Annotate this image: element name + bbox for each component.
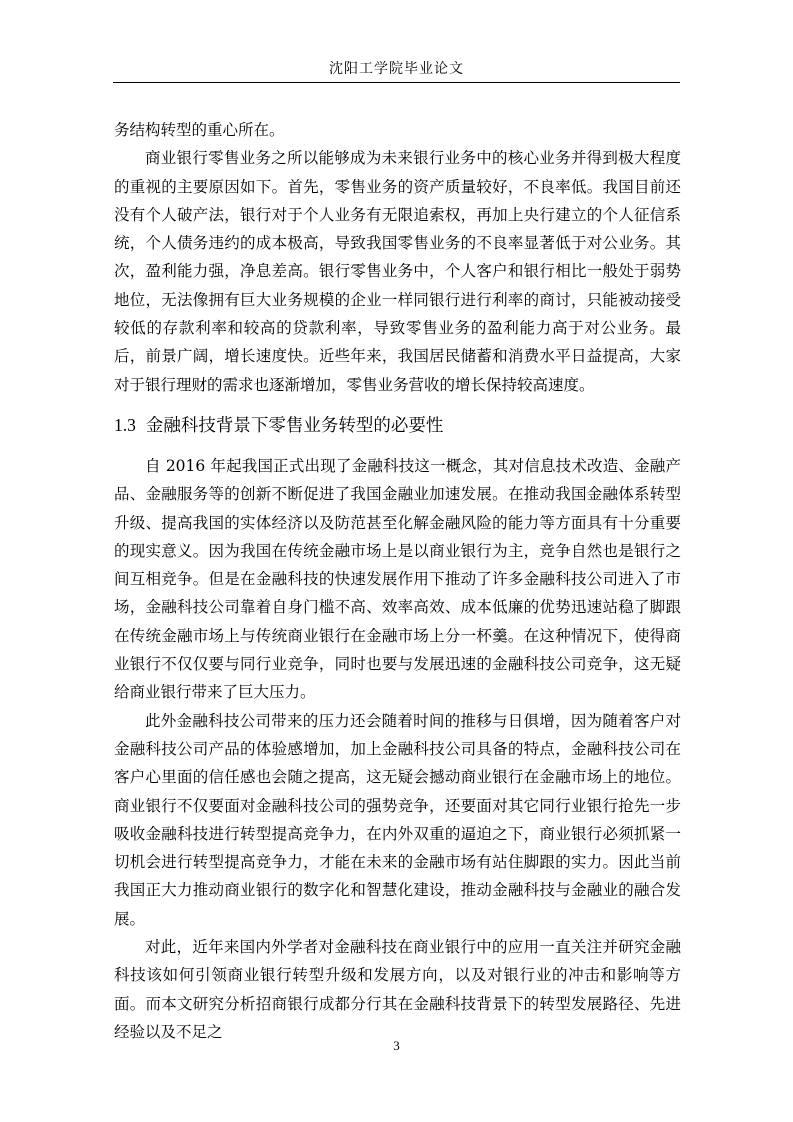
paragraph-fintech-pressure: 此外金融科技公司带来的压力还会随着时间的推移与日俱增，因为随着客户对金融科技公司产品的体验感增加，加上金融科技公司具备的特点，金融科技公司在客户心里面的信任感也会随之提高，这无疑会撼动商业银行在金融市场上的地位。商业银行不仅要面对金融科技公司的强势竞争，还要面对其它同行业银行抢先一步吸收金融科技进行转型提高竞争力，在内外双重的逼迫之下，商业银行必须抓紧一切机会进行转型提高竞争力，才能在未来的金融市场有站住脚跟的实力。因此当前我国正大力推动商业银行的数字化和智慧化建设，推动金融科技与金融业的融合发展。 [114,711,681,928]
body-text [114,116,681,1046]
header-title: 沈阳工学院毕业论文 [329,61,464,77]
paragraph-fintech-origin: 自 2016 年起我国正式出现了金融科技这一概念，其对信息技术改造、金融产品、金融服务等的创新不断促进了我国金融业加速发展。在推动我国金融体系转型升级、提高我国的实体经济以及防范甚至化解金融风险的能力等方面具有十分重要的现实意义。因为我国在传统金融市场上是以商业银行为主，竞争自然也是银行之间互相竞争。但是在金融科技的快速发展作用下推动了许多金融科技公司进入了市场，金融科技公司靠着自身门槛不高、效率高效、成本低廉的优势迅速站稳了脚跟在传统金融市场上与传统商业银行在金融市场上分一杯羹。在这种情况下，使得商业银行不仅仅要与同行业竞争，同时也要与发展迅速的金融科技公司竞争，这无疑给商业银行带来了巨大压力。 [114,456,681,702]
page-number: 3 [393,1038,400,1053]
section-heading [114,411,681,440]
paragraph-research-focus: 对此，近年来国内外学者对金融科技在商业银行中的应用一直关注并研究金融科技该如何引领商业银行转型升级和发展方向，以及对银行业的冲击和影响等方面。而本文研究分析招商银行成都分行其在金融科技背景下的转型发展路径、先进经验以及不足之 [114,938,681,1041]
paragraph-continuation: 务结构转型的重心所在。 [114,121,285,139]
section-number: 1.3 [114,414,136,435]
header-divider [113,82,680,83]
section-title: 金融科技背景下零售业务转型的必要性 [145,415,444,436]
paragraph-retail-importance: 商业银行零售业务之所以能够成为未来银行业务中的核心业务并得到极大程度的重视的主要原因如下。首先，零售业务的资产质量较好，不良率低。我国目前还没有个人破产法，银行对于个人业务有无限追索权，再加上央行建立的个人征信系统，个人债务违约的成本极高，导致我国零售业务的不良率显著低于对公业务。其次，盈利能力强，净息差高。银行零售业务中，个人客户和银行相比一般处于弱势地位，无法像拥有巨大业务规模的企业一样同银行进行利率的商讨，只能被动接受较低的存款利率和较高的贷款利率，导致零售业务的盈利能力高于对公业务。最后，前景广阔，增长速度快。近些年来，我国居民储蓄和消费水平日益提高，大家对于银行理财的需求也逐渐增加，零售业务营收的增长保持较高速度。 [114,149,681,394]
page-header [113,58,680,78]
